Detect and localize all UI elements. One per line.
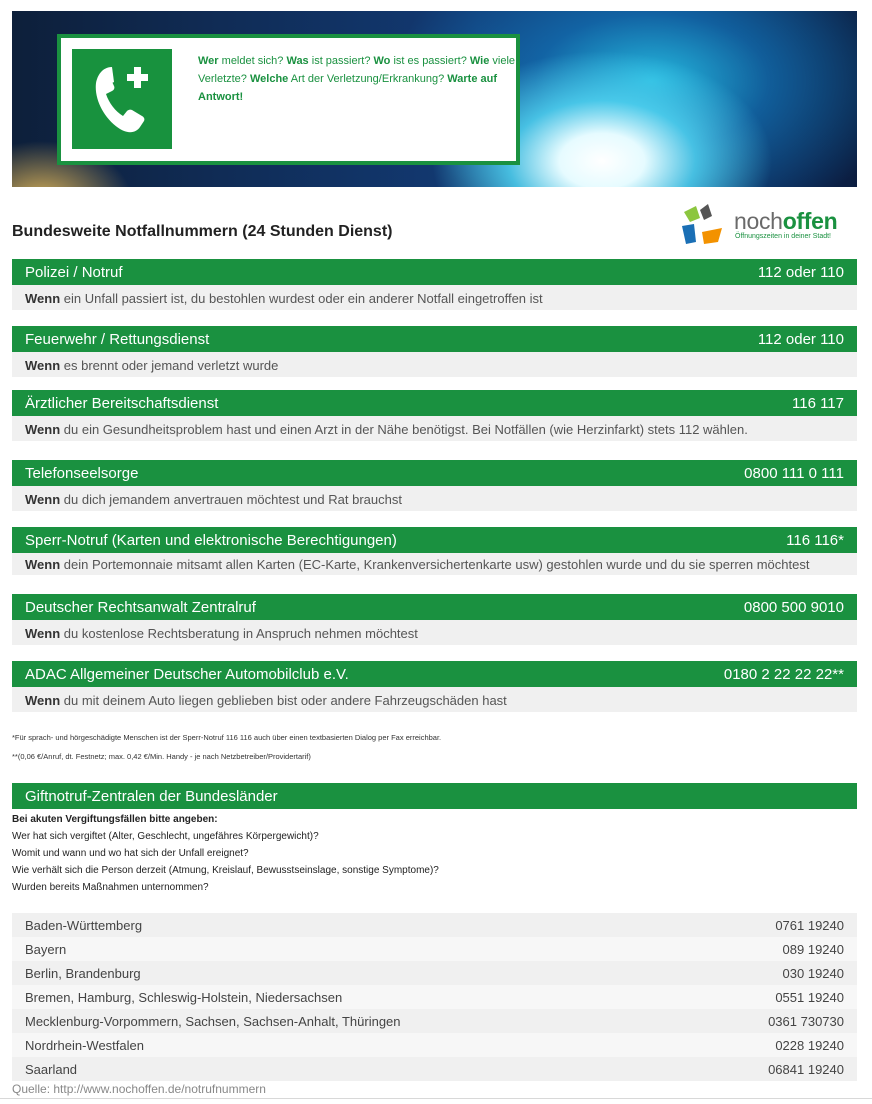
emergency-call-instructions: Wer meldet sich? Was ist passiert? Wo ist es passiert? Wie viele Verletzte? Welche Art der Verletzung/Erkrankung? Warte auf Antwort! [198,55,516,103]
entry-feuerwehr [12,326,857,377]
entry-number[interactable]: 116 117 [792,394,844,412]
entry-name: Deutscher Rechtsanwalt Zentralruf [25,598,256,616]
state-row [12,961,857,985]
state-name: Saarland [25,1061,78,1077]
state-number[interactable]: 0551 19240 [775,989,844,1005]
entry-description: Wenn ein Unfall passiert ist, du bestohlen wurdest oder ein anderer Notfall eingetroffen ist [12,285,857,310]
hero-banner [12,11,857,187]
emergency-call-box [57,34,520,165]
entry-number[interactable]: 116 116* [786,531,844,549]
entry-number[interactable]: 0180 2 22 22 22** [723,665,844,683]
entry-name: ADAC Allgemeiner Deutscher Automobilclub e.V. [25,665,349,683]
giftnotruf-instructions [12,811,439,896]
entry-bereitschaftsdienst [12,390,857,441]
entry-name: Sperr-Notruf (Karten und elektronische Berechtigungen) [25,531,397,549]
state-number[interactable]: 0761 19240 [775,917,844,933]
footnote-adac-cost: **(0,06 €/Anruf, dt. Festnetz; max. 0,42 €/Min. Handy - je nach Netzbetreiber/Providertarif) [12,752,311,761]
entry-description: Wenn du ein Gesundheitsproblem hast und einen Arzt in der Nähe benötigst. Bei Notfällen (wie Herzinfarkt) stets 112 wählen. [12,416,857,441]
state-number[interactable]: 089 19240 [782,941,844,957]
bottom-divider [0,1098,872,1099]
nochoffen-logo[interactable]: nochoffen Öffnungszeiten in deiner Stadt! [678,202,858,248]
entry-description: Wenn du mit deinem Auto liegen geblieben bist oder andere Fahrzeugschäden hast [12,687,857,712]
entry-name: Feuerwehr / Rettungsdienst [25,330,210,348]
state-number[interactable]: 06841 19240 [768,1061,844,1077]
state-row [12,1033,857,1057]
state-name: Nordrhein-Westfalen [25,1037,144,1053]
state-row [12,985,857,1009]
nochoffen-logo-icon [678,202,726,248]
entry-name: Telefonseelsorge [25,464,139,482]
entry-description: Wenn es brennt oder jemand verletzt wurde [12,352,857,377]
state-row [12,1009,857,1033]
instruction-question: Wurden bereits Maßnahmen unternommen? [12,882,209,893]
state-number[interactable]: 0228 19240 [775,1037,844,1053]
entry-description: Wenn dein Portemonnaie mitsamt allen Karten (EC-Karte, Krankenversichertenkarte usw) gestohlen wurde und du sie sperren möchtest [12,553,857,575]
entry-number[interactable]: 0800 111 0 111 [744,464,844,482]
entry-rechtsanwalt [12,594,857,645]
instruction-question: Wer hat sich vergiftet (Alter, Geschlecht, ungefähres Körpergewicht)? [12,831,319,842]
entry-number[interactable]: 0800 500 9010 [743,598,844,616]
instructions-lead: Bei akuten Vergiftungsfällen bitte angeben: [12,814,218,825]
emergency-phone-icon [72,49,172,149]
entry-number[interactable]: 112 oder 110 [757,263,844,281]
entry-name: Polizei / Notruf [25,263,123,281]
state-number[interactable]: 0361 730730 [768,1013,844,1029]
state-row [12,1057,857,1081]
page-title: Bundesweite Notfallnummern (24 Stunden Dienst) [12,223,393,240]
state-name: Bremen, Hamburg, Schleswig-Holstein, Niedersachsen [25,989,343,1005]
state-name: Bayern [25,941,67,957]
section-title: Giftnotruf-Zentralen der Bundesländer [25,787,278,805]
state-name: Mecklenburg-Vorpommern, Sachsen, Sachsen-Anhalt, Thüringen [25,1013,401,1029]
entry-name: Ärztlicher Bereitschaftsdienst [25,394,219,412]
entry-description: Wenn du dich jemandem anvertrauen möchtest und Rat brauchst [12,486,857,511]
state-row [12,937,857,961]
state-row [12,913,857,937]
instruction-question: Womit und wann und wo hat sich der Unfall ereignet? [12,848,249,859]
entry-telefonseelsorge [12,460,857,511]
entry-polizei [12,259,857,310]
giftnotruf-state-list [12,913,857,1081]
source-link[interactable]: Quelle: http://www.nochoffen.de/notrufnummern [12,1082,266,1096]
entry-adac [12,661,857,712]
state-number[interactable]: 030 19240 [782,965,844,981]
state-name: Berlin, Brandenburg [25,965,141,981]
state-name: Baden-Württemberg [25,917,143,933]
entry-number[interactable]: 112 oder 110 [757,330,844,348]
footnote-sperr-notruf: *Für sprach- und hörgeschädigte Menschen ist der Sperr-Notruf 116 116 auch über einen textbasierten Dialog per Fax erreichbar. [12,733,442,742]
instruction-question: Wie verhält sich die Person derzeit (Atmung, Kreislauf, Bewusstseinslage, sonstige Symptome)? [12,865,439,876]
entry-description: Wenn du kostenlose Rechtsberatung in Anspruch nehmen möchtest [12,620,857,645]
giftnotruf-header [12,783,857,809]
entry-sperr-notruf [12,527,857,575]
